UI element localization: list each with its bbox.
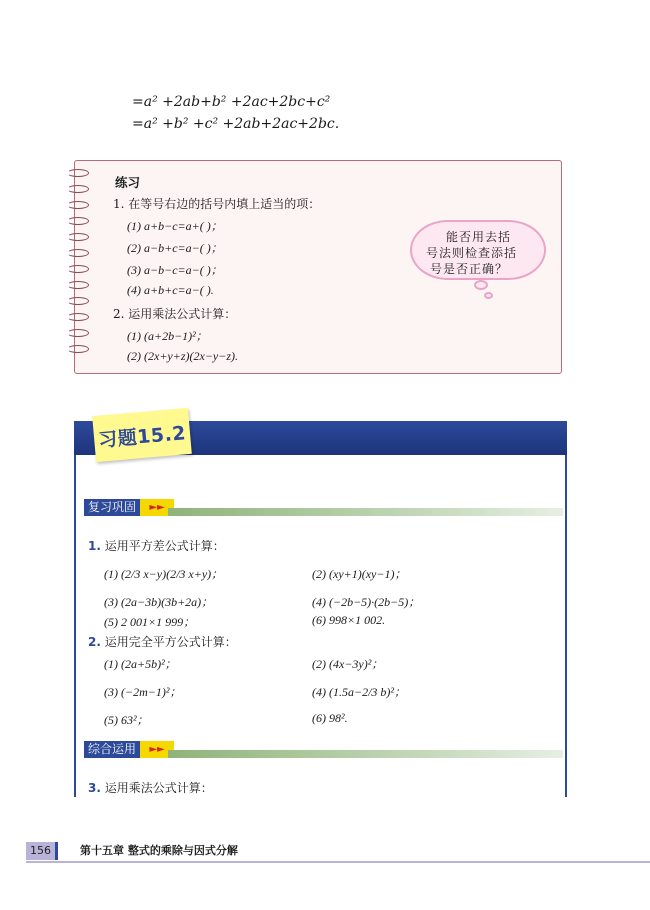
practice-q1-item: (1) a+b−c=a+( )； — [127, 219, 223, 233]
practice-q1-item: (2) a−b+c=a−( )； — [127, 241, 223, 255]
exercise-q2-item: (5) 63²； — [104, 713, 149, 727]
section-application-label: 综合运用 — [84, 741, 140, 758]
bubble-line-1: 能否用去括 — [446, 230, 512, 244]
section-application — [84, 741, 174, 758]
section-review-label: 复习巩固 — [84, 499, 140, 516]
spiral-ring-icon — [67, 281, 89, 289]
exercise-q1-item: (6) 998×1 002. — [312, 613, 386, 627]
exercise-frame — [74, 455, 567, 797]
spiral-ring-icon — [67, 297, 89, 305]
question-text: 运用完全平方公式计算： — [104, 635, 237, 649]
double-arrow-icon: ►► — [140, 499, 174, 516]
spiral-ring-icon — [67, 329, 89, 337]
spiral-ring-icon — [67, 249, 89, 257]
spiral-ring-icon — [67, 265, 89, 273]
bubble-line-3: 号是否正确？ — [430, 262, 509, 276]
exercise-q2-item: (4) (1.5a−2/3 b)²； — [312, 685, 407, 699]
chapter-title: 第十五章 整式的乘除与因式分解 — [80, 844, 238, 857]
question-text: 运用平方差公式计算： — [104, 539, 225, 553]
exercise-q1-item: (5) 2 001×1 999； — [104, 615, 196, 629]
section-review — [84, 499, 174, 516]
exercise-q1-item: (1) (2/3 x−y)(2/3 x+y)； — [104, 567, 224, 581]
exercise-q2-item: (1) (2a+5b)²； — [104, 657, 177, 671]
exercise-question-3 — [88, 779, 213, 796]
section-divider — [168, 750, 563, 758]
spiral-ring-icon — [67, 233, 89, 241]
spiral-ring-icon — [67, 185, 89, 193]
derivation-line-2: =a² +b² +c² +2ab+2ac+2bc. — [132, 116, 340, 132]
question-text: 运用乘法公式计算： — [104, 781, 213, 795]
question-number: 3. — [88, 781, 101, 795]
practice-heading: 练习 — [115, 175, 141, 190]
exercise-title-sticky-note — [92, 408, 192, 462]
footer-rule — [26, 861, 650, 863]
spiral-ring-icon — [67, 217, 89, 225]
exercise-q1-item: (4) (−2b−5)·(2b−5)； — [312, 595, 421, 609]
page-number: 156 — [26, 842, 58, 860]
exercise-question-2 — [88, 633, 237, 650]
exercise-title: 习题15.2 — [97, 421, 187, 452]
question-number: 2. — [88, 635, 101, 649]
exercise-q1-item: (2) (xy+1)(xy−1)； — [312, 567, 407, 581]
exercise-question-1 — [88, 537, 225, 554]
practice-question-1: 1. 在等号右边的括号内填上适当的项： — [113, 197, 321, 211]
exercise-q2-item: (2) (4x−3y)²； — [312, 657, 384, 671]
practice-q1-item: (4) a+b+c=a−( ). — [127, 283, 214, 297]
derivation-line-1: =a² +2ab+b² +2ac+2bc+c² — [132, 94, 331, 110]
practice-q1-item: (3) a−b−c=a−( )； — [127, 263, 223, 277]
section-divider — [168, 508, 563, 516]
spiral-ring-icon — [67, 345, 89, 353]
hint-thought-bubble — [410, 220, 546, 280]
exercise-q2-item: (3) (−2m−1)²； — [104, 685, 182, 699]
spiral-ring-icon — [67, 313, 89, 321]
bubble-line-2: 号法则检查添括 — [426, 246, 518, 260]
exercise-q2-item: (6) 98². — [312, 711, 348, 725]
exercise-q1-item: (3) (2a−3b)(3b+2a)； — [104, 595, 214, 609]
spiral-ring-icon — [67, 169, 89, 177]
practice-q2-item: (2) (2x+y+z)(2x−y−z). — [127, 349, 239, 363]
question-number: 1. — [88, 539, 101, 553]
double-arrow-icon: ►► — [140, 741, 174, 758]
spiral-ring-icon — [67, 201, 89, 209]
practice-question-2: 2. 运用乘法公式计算： — [113, 307, 237, 321]
practice-q2-item: (1) (a+2b−1)²； — [127, 329, 208, 343]
bubble-tail-icon — [474, 280, 488, 290]
bubble-tail-icon — [484, 292, 493, 299]
